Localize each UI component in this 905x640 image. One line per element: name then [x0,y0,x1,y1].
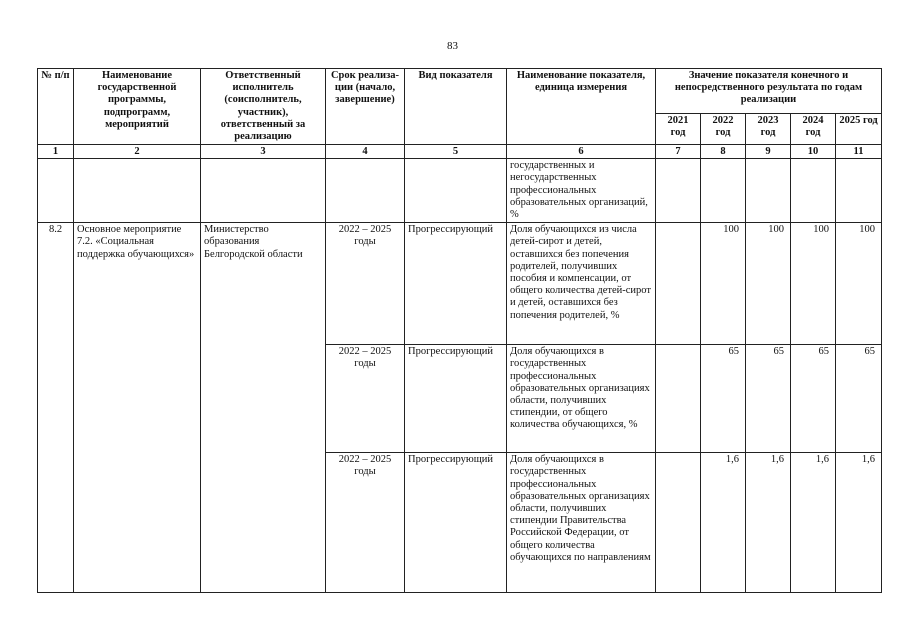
value-2025: 65 [836,345,882,453]
value-2024: 65 [791,345,836,453]
indicator-type: Прогрессирующий [405,223,507,345]
column-number: 2 [74,145,201,159]
indicator-name: государственных и негосударственных профессиональных образовательных организаций, % [507,159,656,223]
header-row [38,69,882,114]
value-2025: 1,6 [836,453,882,593]
header-year-2023: 2023 год [746,114,791,145]
term: 2022 – 2025 годы [326,345,405,453]
header-executor: Ответственный исполнитель (соисполнитель, участник), ответственный за реализацию [201,69,326,145]
column-number: 3 [201,145,326,159]
header-program: Наименование государственной программы, подпрограмм, мероприятий [74,69,201,145]
column-number: 8 [701,145,746,159]
column-number: 1 [38,145,74,159]
column-number-row [38,145,882,159]
column-number: 4 [326,145,405,159]
header-indicator-type: Вид показателя [405,69,507,145]
value-2024: 1,6 [791,453,836,593]
continuation-row [38,159,882,223]
value-2022: 1,6 [701,453,746,593]
value-2023: 65 [746,345,791,453]
column-number: 5 [405,145,507,159]
column-number: 7 [656,145,701,159]
column-number: 9 [746,145,791,159]
value-2021 [656,345,701,453]
value-2021 [656,453,701,593]
value-2022: 65 [701,345,746,453]
value-2023: 100 [746,223,791,345]
table-row [38,223,882,345]
indicator-type: Прогрессирующий [405,453,507,593]
header-year-2024: 2024 год [791,114,836,145]
program-indicators-table [37,68,882,593]
term: 2022 – 2025 годы [326,223,405,345]
page-number: 83 [447,40,458,52]
header-term: Срок реализа- ции (начало, завершение) [326,69,405,145]
header-year-2022: 2022 год [701,114,746,145]
program-name: Основное мероприятие 7.2. «Социальная поддержка обучающихся» [74,223,201,593]
indicator-name: Доля обучающихся из числа детей-сирот и детей, оставшихся без попечения родителей, получивших пособия и компенсации, от общего количества детей-сирот и детей, оставшихся без попечения родителей, % [507,223,656,345]
row-number: 8.2 [38,223,74,593]
value-2025: 100 [836,223,882,345]
header-values-group: Значение показателя конечного и непосредственного результата по годам реализации [656,69,882,114]
column-number: 10 [791,145,836,159]
header-year-2021: 2021 год [656,114,701,145]
header-num: № п/п [38,69,74,145]
column-number: 11 [836,145,882,159]
indicator-name: Доля обучающихся в государственных профессиональных образовательных организациях области, получивших стипендии, от общего количества обучающихся, % [507,345,656,453]
value-2023: 1,6 [746,453,791,593]
value-2022: 100 [701,223,746,345]
indicator-type: Прогрессирующий [405,345,507,453]
header-indicator-name: Наименование показателя, единица измерения [507,69,656,145]
header-year-2025: 2025 год [836,114,882,145]
column-number: 6 [507,145,656,159]
indicator-name: Доля обучающихся в государственных профессиональных образовательных организациях области, получивших стипендии Правительства Российской Федерации, от общего количества обучающихся по направлениям [507,453,656,593]
executor-name: Министерство образования Белгородской области [201,223,326,593]
value-2021 [656,223,701,345]
value-2024: 100 [791,223,836,345]
term: 2022 – 2025 годы [326,453,405,593]
